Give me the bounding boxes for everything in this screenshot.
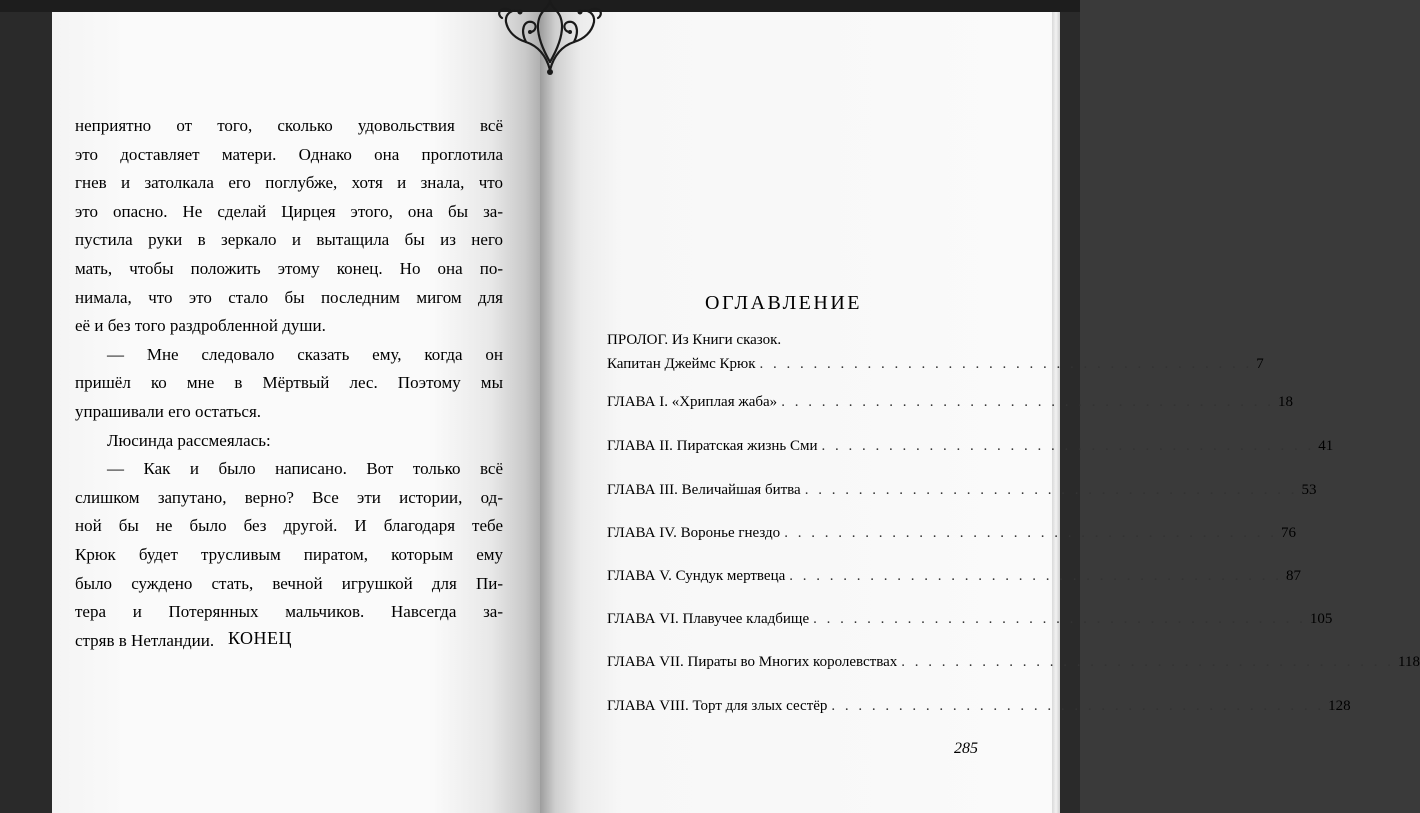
toc-entry-title: ГЛАВА IV. Воронье гнездо [607, 525, 781, 541]
toc-entry-line [607, 438, 1334, 462]
toc-entry-page: 76 [1280, 525, 1296, 541]
toc-entry-page: 41 [1318, 438, 1334, 454]
text-line: мать, чтобы положить этому конец. Но она по- [75, 258, 503, 278]
toc-entry-page: 105 [1309, 611, 1333, 627]
toc-dot-leader: . . . . . . . . . . . . . . . . . . . . . . . . . . . . . . . . . . . . . [781, 394, 1274, 410]
text-line: это доставляет матери. Однако она проглотила [75, 144, 503, 164]
text-line: слишком запутано, верно? Все эти истории, од- [75, 487, 503, 507]
text-line: ной бы не было без другой. И благодаря тебе [75, 516, 503, 536]
toc-entry [607, 568, 1302, 592]
toc-dot-leader: . . . . . . . . . . . . . . . . . . . . . . . . . . . . . . . . . . . . . [789, 568, 1283, 584]
text-line: тера и Потерянных мальчиков. Навсегда за- [75, 602, 503, 622]
toc-entry [607, 394, 1293, 418]
toc-entry-line [607, 611, 1333, 635]
toc-entry [607, 482, 1317, 506]
toc-entry-page: 118 [1398, 654, 1420, 670]
toc-entry-page: 53 [1301, 482, 1317, 498]
toc-entry-page: 128 [1328, 698, 1351, 714]
toc-entry-title: ГЛАВА II. Пиратская жизнь Сми [607, 438, 818, 454]
toc-entry-line [607, 698, 1351, 722]
text-line: было суждено стать, вечной игрушкой для Пи- [75, 573, 503, 593]
toc-entry-title: ГЛАВА V. Сундук мертвеца [607, 568, 786, 584]
toc-entry-title: ГЛАВА VII. Пираты во Многих королевствах [607, 654, 898, 670]
toc-entry-title: ГЛАВА I. «Хриплая жаба» [607, 394, 778, 410]
toc-entry-line [607, 394, 1293, 418]
text-line: — Мне следовало сказать ему, когда он [107, 344, 503, 364]
toc-entry-line [607, 654, 1420, 678]
toc-entry-title: ГЛАВА VIII. Торт для злых сестёр [607, 698, 828, 714]
toc-entry-title: ГЛАВА III. Величайшая битва [607, 482, 801, 498]
toc-dot-leader: . . . . . . . . . . . . . . . . . . . . . . . . . . . . . . . . . . . . . [821, 438, 1315, 454]
toc-dot-leader: . . . . . . . . . . . . . . . . . . . . . . . . . . . . . . . . . . . . . [901, 654, 1395, 670]
text-line: Люсинда рассмеялась: [107, 430, 271, 450]
toc-entry [607, 654, 1420, 678]
toc-dot-leader: . . . . . . . . . . . . . . . . . . . . . . . . . . . . . . . . . . . . . [831, 698, 1325, 714]
text-line: упрашивали его остаться. [75, 401, 262, 421]
toc-entry-page: 87 [1286, 568, 1302, 584]
toc-entry [607, 438, 1334, 462]
page-number: 285 [954, 740, 978, 757]
text-line: — Как и было написано. Вот только всё [107, 459, 503, 479]
toc-entry-page: 7 [1256, 356, 1264, 372]
toc-dot-leader: . . . . . . . . . . . . . . . . . . . . . . . . . . . . . . . . . . . . . [804, 482, 1298, 498]
text-line: пустила руки в зеркало и вытащила бы из него [75, 230, 503, 250]
toc-entry [607, 332, 1264, 380]
toc-entry-line [607, 356, 1264, 380]
toc-entry-line [607, 568, 1302, 592]
end-title: КОНЕЦ [228, 628, 293, 648]
toc-entry-line [607, 482, 1317, 506]
toc-entry [607, 698, 1351, 722]
text-line: стряв в Нетландии. [75, 630, 215, 650]
text-line: неприятно от того, сколько удовольствия всё [75, 116, 503, 135]
page-edge [1052, 12, 1060, 813]
text-line: это опасно. Не сделай Цирцея этого, она бы за- [75, 201, 503, 221]
left-page-body-text [75, 112, 503, 655]
toc-dot-leader: . . . . . . . . . . . . . . . . . . . . . . . . . . . . . . . . . . . . . [813, 611, 1306, 627]
text-line: нимала, что это стало бы последним мигом для [75, 287, 503, 307]
text-line: её и без того раздробленной души. [75, 316, 326, 336]
flourish-ornament-icon [490, 0, 610, 76]
toc-heading: ОГЛАВЛЕНИЕ [705, 292, 862, 314]
toc-entry-page: 18 [1277, 394, 1293, 410]
toc-entry [607, 611, 1333, 635]
text-line: гнев и затолкала его поглубже, хотя и знала, что [75, 173, 503, 193]
toc-dot-leader: . . . . . . . . . . . . . . . . . . . . . . . . . . . . . . . . . . . . . [759, 356, 1253, 372]
text-line: пришёл ко мне в Мёртвый лес. Поэтому мы [75, 373, 503, 393]
toc-entry-title: ГЛАВА VI. Плавучее кладбище [607, 611, 810, 627]
toc-entry-first-line: ПРОЛОГ. Из Книги сказок. [607, 332, 782, 348]
toc-entry-line [607, 525, 1296, 549]
text-line: Крюк будет трусливым пиратом, которым ему [75, 544, 503, 564]
toc-entry [607, 525, 1296, 549]
toc-entry-title: Капитан Джеймс Крюк [607, 356, 756, 372]
toc-dot-leader: . . . . . . . . . . . . . . . . . . . . . . . . . . . . . . . . . . . . . [784, 525, 1277, 541]
